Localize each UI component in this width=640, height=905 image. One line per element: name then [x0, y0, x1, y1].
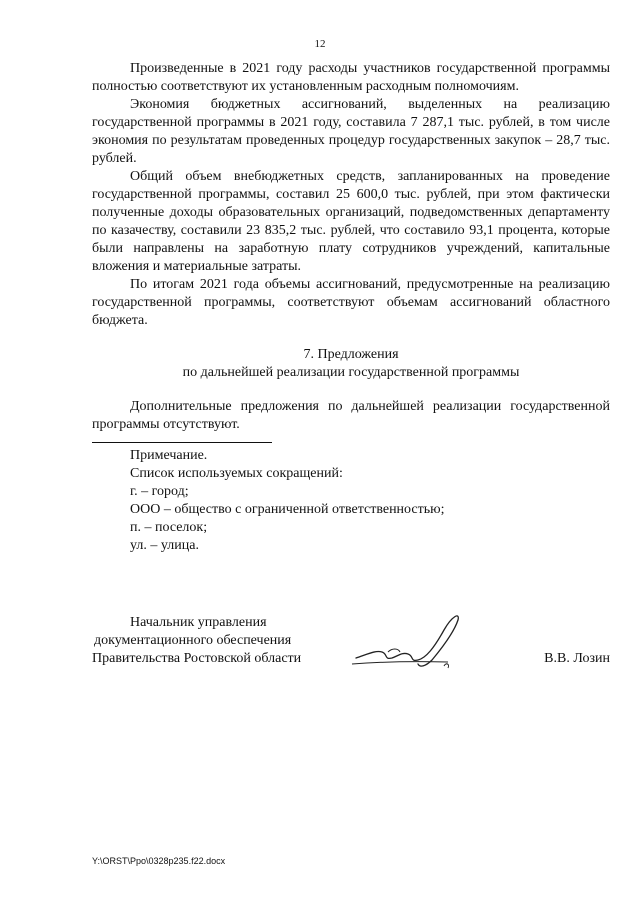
section-text: Дополнительные предложения по дальнейшей реализации государственной программы отсутствуют.	[92, 399, 610, 432]
signatory-position-line3: Правительства Ростовской области	[92, 651, 302, 666]
section-subtitle: по дальнейшей реализации государственной программы	[182, 365, 520, 380]
paragraph-expenses: Произведенные в 2021 году расходы участников государственной программы полностью соответствуют их установленным расходным полномочиям.	[92, 61, 610, 94]
section-title: 7. Предложения	[303, 347, 399, 362]
page-number: 12	[314, 38, 326, 50]
signatory-position-line1: Начальник управления	[130, 615, 267, 630]
note-item: ООО – общество с ограниченной ответственностью;	[130, 502, 445, 517]
note-item: г. – город;	[130, 484, 189, 499]
paragraph-results: По итогам 2021 года объемы ассигнований, предусмотренные на реализацию государственной программы, соответствуют объемам ассигнований областного бюджета.	[92, 277, 610, 328]
note-item: ул. – улица.	[130, 538, 199, 553]
paragraph-savings: Экономия бюджетных ассигнований, выделенных на реализацию государственной программы в 2021 году, составила 7 287,1 тыс. рублей, в том числе экономия по результатам проведенных процедур государственных закупок – 28,7 тыс. рублей.	[92, 97, 610, 166]
paragraph-extrabudget: Общий объем внебюджетных средств, запланированных на проведение государственной программы, составил 25 600,0 тыс. рублей, при этом фактически полученные доходы образовательных организаций, подведомственных департаменту по казачеству, составили 23 835,2 тыс. рублей, что составило 93,1 процента, которые были направлены на заработную плату сотрудников учреждений, капитальные вложения и материальные затраты.	[92, 169, 610, 274]
file-path-footer: Y:\ORST\Ppo\0328p235.f22.docx	[92, 856, 226, 866]
handwritten-signature	[348, 608, 468, 678]
note-title: Примечание.	[130, 448, 208, 463]
signatory-name: В.В. Лозин	[544, 651, 610, 666]
note-item: п. – поселок;	[130, 520, 208, 535]
document-body	[92, 60, 610, 555]
note-list-title: Список используемых сокращений:	[130, 466, 343, 481]
footnote-divider	[92, 442, 272, 443]
signatory-position-line2: документационного обеспечения	[94, 633, 292, 648]
